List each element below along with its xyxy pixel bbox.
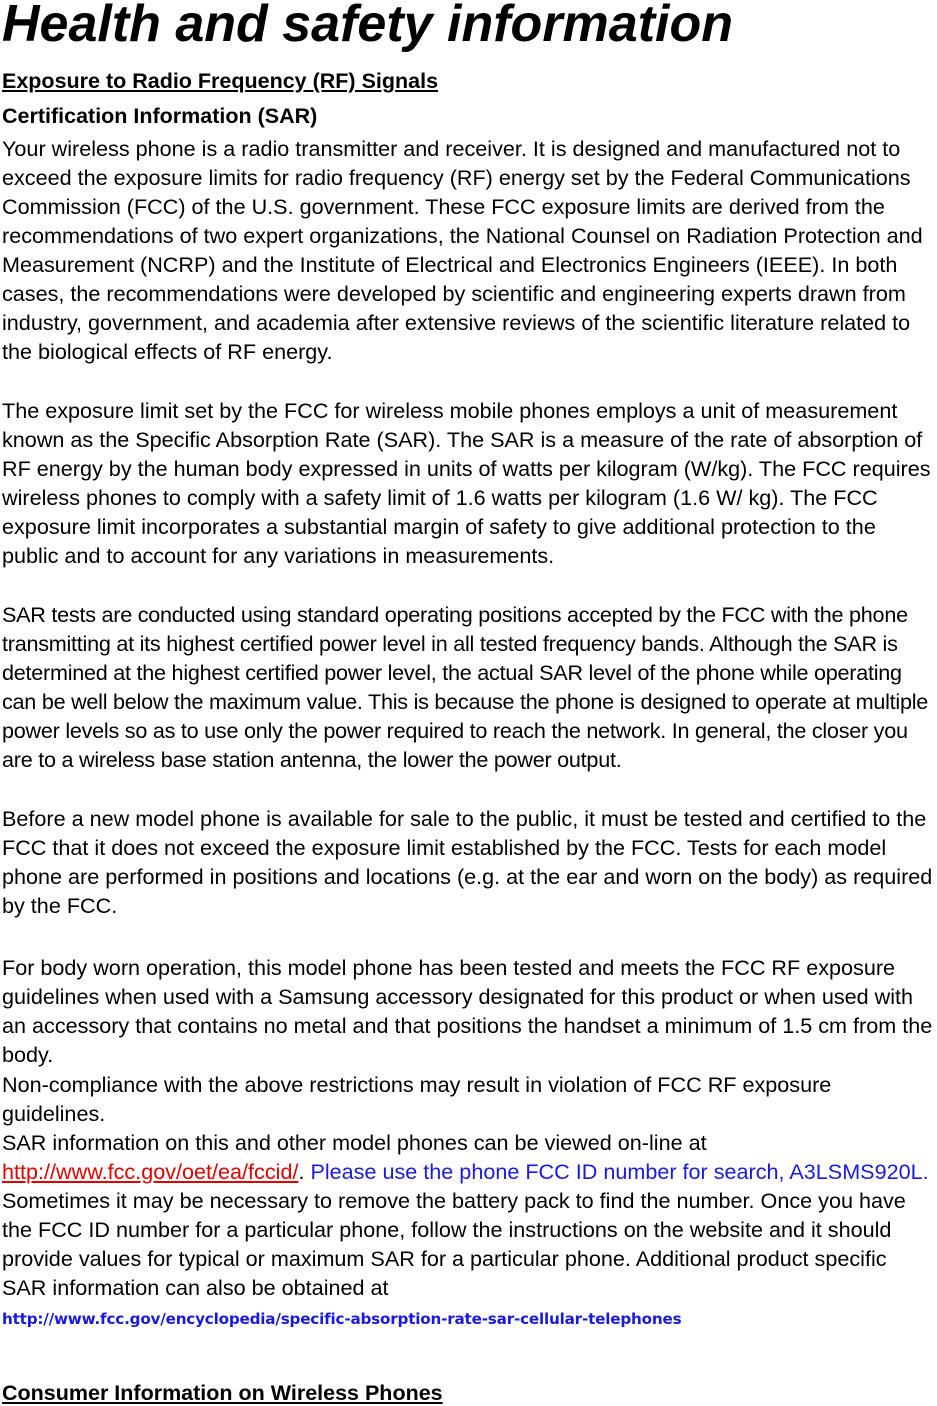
fcc-id-search-link[interactable]: http://www.fcc.gov/oet/ea/fccid/ xyxy=(2,1159,299,1184)
page-title: Health and safety information xyxy=(2,0,733,53)
paragraph-fcc-limits-intro: Your wireless phone is a radio transmitter and receiver. It is designed and manufactured not to exceed the exposure limits for radio frequency (RF) energy set by the Federal Communications Commission (FCC) of the U.S. government. These FCC exposure limits are derived from the recommendations of two expert organizations, the National Counsel on Radiation Protection and Measurement (NCRP) and the Institute of Electrical and Electronics Engineers (IEEE). In both cases, the recommendations were developed by scientific and engineering experts drawn from industry, government, and academia after extensive reviews of the scientific literature related to the biological effects of RF energy. xyxy=(2,136,923,364)
fcc-sar-encyclopedia-link[interactable]: http://www.fcc.gov/encyclopedia/specific-absorption-rate-sar-cellular-telephones xyxy=(2,1310,682,1328)
subheading-certification-sar: Certification Information (SAR) xyxy=(2,104,318,128)
paragraph-model-certification: Before a new model phone is available for sale to the public, it must be tested and certified to the FCC that it does not exceed the exposure limit established by the FCC. Tests for each model phone are performed in positions and locations (e.g. at the ear and worn on the body) as required by the FCC. xyxy=(2,806,933,918)
fcc-id-instruction-text: Please use the phone FCC ID number for search, A3LSMS920L. xyxy=(304,1159,929,1184)
link-period: . xyxy=(298,1159,305,1184)
sar-info-rest-text: Sometimes it may be necessary to remove the battery pack to find the number. Once you have the FCC ID number for a particular phone, follow the instructions on the website and it should provide values for typical or maximum SAR for a particular phone. Additional product specific SAR information can also be obtained at xyxy=(2,1188,906,1300)
paragraph-sar-definition: The exposure limit set by the FCC for wireless mobile phones employs a unit of measurement known as the Specific Absorption Rate (SAR). The SAR is a measure of the rate of absorption of RF energy by the human body expressed in units of watts per kilogram (W/kg). The FCC requires wireless phones to comply with a safety limit of 1.6 watts per kilogram (1.6 W/ kg). The FCC exposure limit incorporates a substantial margin of safety to give additional protection to the public and to account for any variations in measurements. xyxy=(2,398,931,568)
section-heading-rf-exposure: Exposure to Radio Frequency (RF) Signals xyxy=(2,69,439,93)
sar-info-intro-text: SAR information on this and other model phones can be viewed on-line at xyxy=(2,1130,707,1155)
section-heading-consumer-info: Consumer Information on Wireless Phones xyxy=(2,1381,443,1405)
paragraph-sar-info-online xyxy=(2,1128,935,1334)
paragraph-body-worn-operation: For body worn operation, this model phone has been tested and meets the FCC RF exposure guidelines when used with a Samsung accessory designated for this product or when used with an accessory that contains no metal and that positions the handset a minimum of 1.5 cm from the body. xyxy=(2,955,933,1067)
paragraph-sar-tests: SAR tests are conducted using standard operating positions accepted by the FCC with the phone transmitting at its highest certified power level in all tested frequency bands. Although the SAR is determined at the highest certified power level, the actual SAR level of the phone while operating can be well below the maximum value. This is because the phone is designed to operate at multiple power levels so as to use only the power required to reach the network. In general, the closer you are to a wireless base station antenna, the lower the power output. xyxy=(2,602,929,772)
paragraph-non-compliance: Non-compliance with the above restrictions may result in violation of FCC RF exposure guidelines. xyxy=(2,1072,832,1126)
